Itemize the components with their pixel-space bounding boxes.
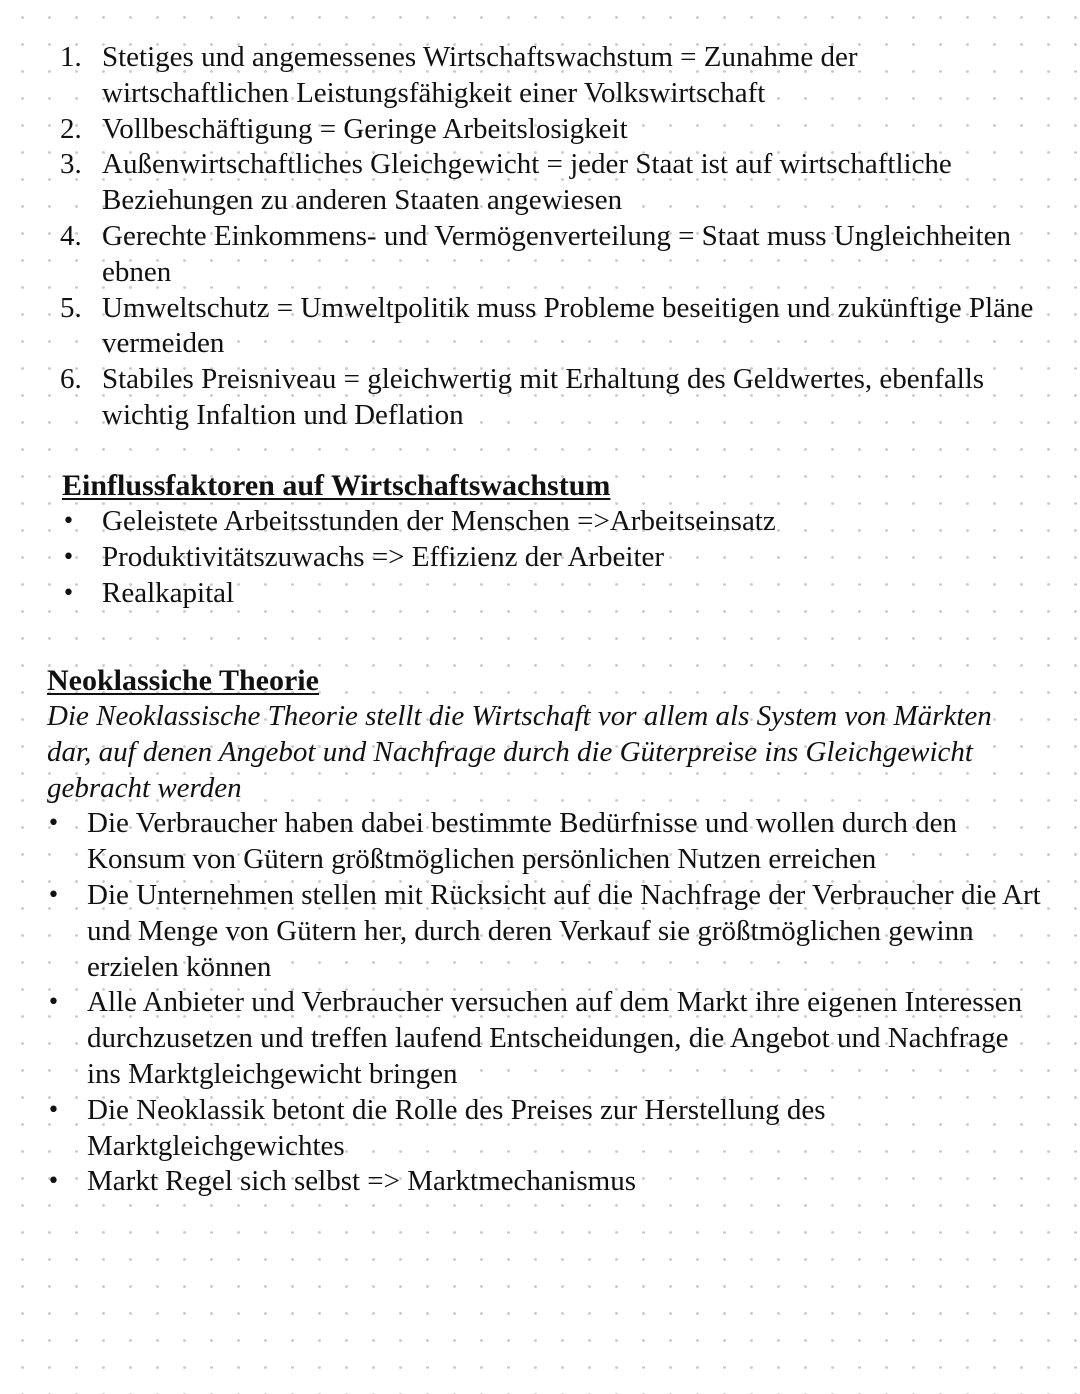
bullet-icon: • — [62, 544, 75, 570]
neoclassic-points-list — [47, 806, 1047, 1200]
growth-factors-list — [62, 504, 1052, 611]
list-item-text: Umweltschutz = Umweltpolitik muss Probleme beseitigen und zukünftige Pläne vermeiden — [102, 291, 1034, 360]
bullet-icon: • — [62, 580, 75, 606]
section-intro: Die Neoklassische Theorie stellt die Wirtschaft vor allem als System von Märkten dar, auf denen Angebot und Nachfrage durch die Güterpreise ins Gleichgewicht gebracht werden — [47, 700, 992, 804]
list-item-text: Die Verbraucher haben dabei bestimmte Bedürfnisse und wollen durch den Konsum von Gütern größtmöglichen persönlichen Nutzen erreichen — [87, 807, 957, 876]
list-item-text: Alle Anbieter und Verbraucher versuchen auf dem Markt ihre eigenen Interessen durchzusetzen und treffen laufend Entscheidungen, die Angebot und Nachfrage ins Marktgleichgewicht bringen — [87, 986, 1023, 1090]
neoclassic-theory-section — [47, 663, 1047, 1200]
section-heading: Neoklassiche Theorie — [47, 664, 319, 697]
growth-factors-section — [62, 468, 1052, 611]
list-number: 3. — [60, 148, 82, 181]
list-item — [62, 540, 1052, 576]
bullet-icon: • — [47, 990, 60, 1016]
bullet-icon: • — [47, 811, 60, 837]
section-heading: Einflussfaktoren auf Wirtschaftswachstum — [62, 469, 611, 502]
list-item-text: Realkapital — [102, 576, 235, 609]
list-item-text: Gerechte Einkommens- und Vermögenverteilung = Staat muss Ungleichheiten ebnen — [102, 219, 1011, 288]
list-item-text: Die Unternehmen stellen mit Rücksicht auf die Nachfrage der Verbraucher die Art und Menge von Gütern her, durch deren Verkauf sie größtmöglichen gewinn erzielen können — [87, 878, 1041, 983]
bullet-icon: • — [62, 509, 75, 534]
list-number: 6. — [60, 363, 82, 396]
list-item-text: Stetiges und angemessenes Wirtschaftswachstum = Zunahme der wirtschaftlichen Leistungsfähigkeit einer Volkswirtschaft — [102, 41, 858, 109]
bullet-icon: • — [47, 1097, 60, 1123]
list-number: 1. — [60, 41, 82, 73]
economic-goals-list — [60, 40, 1050, 434]
list-number: 2. — [60, 112, 82, 145]
list-item-text: Vollbeschäftigung = Geringe Arbeitslosigkeit — [102, 112, 628, 145]
list-item — [60, 219, 1050, 291]
list-item — [62, 504, 1052, 540]
list-item — [60, 362, 1050, 434]
bullet-icon: • — [47, 882, 60, 908]
list-item-text: Produktivitätszuwachs => Effizienz der Arbeiter — [102, 540, 665, 573]
list-item-text: Die Neoklassik betont die Rolle des Preises zur Herstellung des Marktgleichgewichtes — [87, 1093, 826, 1162]
list-item-text: Außenwirtschaftliches Gleichgewicht = jeder Staat ist auf wirtschaftliche Beziehungen zu anderen Staaten angewiesen — [102, 148, 952, 217]
list-item — [60, 147, 1050, 219]
list-item-text: Stabiles Preisniveau = gleichwertig mit Erhaltung des Geldwertes, ebenfalls wichtig Infaltion und Deflation — [102, 363, 985, 431]
list-item — [60, 291, 1050, 363]
list-item — [62, 576, 1052, 612]
bullet-icon: • — [47, 1169, 60, 1195]
list-item — [47, 1164, 1047, 1200]
list-item — [60, 40, 1050, 112]
list-item-text: Geleistete Arbeitsstunden der Menschen =>Arbeitseinsatz — [102, 505, 776, 537]
list-number: 4. — [60, 219, 82, 252]
list-item — [47, 1093, 1047, 1165]
list-item-text: Markt Regel sich selbst => Marktmechanismus — [87, 1165, 636, 1198]
list-item — [47, 985, 1047, 1092]
list-item — [60, 112, 1050, 148]
list-item — [47, 806, 1047, 878]
list-item — [47, 878, 1047, 985]
list-number: 5. — [60, 291, 82, 324]
